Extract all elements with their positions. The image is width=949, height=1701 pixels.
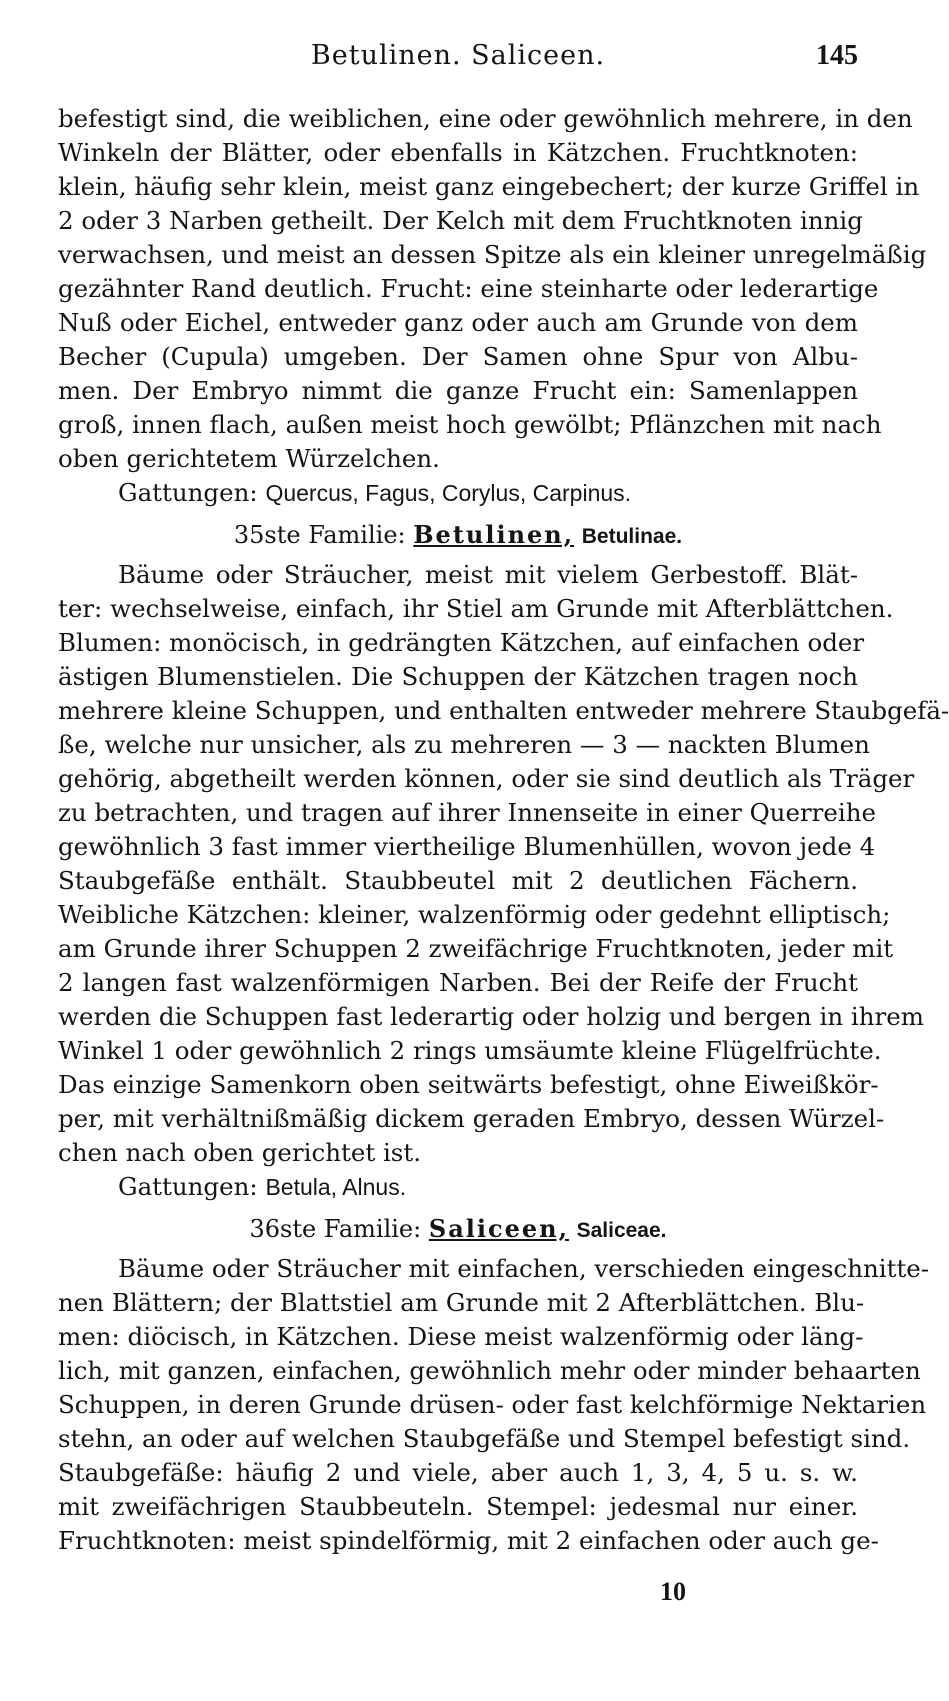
text-line: gewöhnlich 3 fast immer viertheilige Blumenhüllen, wovon jede 4 xyxy=(58,832,876,861)
running-title: Betulinen. Saliceen. xyxy=(310,40,606,71)
text-line: gehörig, abgetheilt werden können, oder sie sind deutlich als Träger xyxy=(58,764,915,793)
text-line: Blumen: monöcisch, in gedrängten Kätzchen, auf einfachen oder xyxy=(58,628,865,657)
text-line: Staubgefäße enthält. Staubbeutel mit 2 deutlichen Fächern. xyxy=(58,866,858,895)
text-line: Bäume oder Sträucher mit einfachen, verschieden eingeschnitte- xyxy=(118,1254,930,1283)
text-line: ße, welche nur unsicher, als zu mehreren — 3 — nackten Blumen xyxy=(58,730,870,759)
text-line: 2 oder 3 Narben getheilt. Der Kelch mit dem Fruchtknoten innig xyxy=(58,206,863,235)
text-line: Schuppen, in deren Grunde drüsen- oder fast kelchförmige Nektarien xyxy=(58,1390,927,1419)
text-line: Weibliche Kätzchen: kleiner, walzenförmig oder gedehnt elliptisch; xyxy=(58,900,891,929)
text-line: werden die Schuppen fast lederartig oder holzig und bergen in ihrem xyxy=(58,1002,924,1031)
genera-label: Gattungen: xyxy=(118,478,258,507)
paragraph-betulinen xyxy=(58,558,949,1170)
signature-mark: 10 xyxy=(660,1577,686,1606)
text-line: befestigt sind, die weiblichen, eine oder gewöhnlich mehrere, in den xyxy=(58,104,913,133)
text-line: klein, häufig sehr klein, meist ganz eingebechert; der kurze Griffel in xyxy=(58,172,920,201)
text-line: Fruchtknoten: meist spindelförmig, mit 2 einfachen oder auch ge- xyxy=(58,1526,879,1555)
family-number: 35ste Familie: xyxy=(233,521,406,549)
paragraph-saliceen xyxy=(58,1252,930,1558)
text-line: Nuß oder Eichel, entweder ganz oder auch am Grunde von dem xyxy=(58,308,858,337)
text-line: mehrere kleine Schuppen, und enthalten entweder mehrere Staubgefä- xyxy=(58,696,949,725)
genera-line xyxy=(58,1170,858,1204)
text-line: verwachsen, und meist an dessen Spitze als ein kleiner unregelmäßig xyxy=(58,240,927,269)
text-line: men: diöcisch, in Kätzchen. Diese meist walzenförmig oder läng- xyxy=(58,1322,864,1351)
text-line: lich, mit ganzen, einfachen, gewöhnlich mehr oder minder behaarten xyxy=(58,1356,921,1385)
family-name-german: Saliceen, xyxy=(428,1214,569,1243)
text-line: per, mit verhältnißmäßig dickem geraden Embryo, dessen Würzel- xyxy=(58,1104,885,1133)
text-line: stehn, an oder auf welchen Staubgefäße und Stempel befestigt sind. xyxy=(58,1424,911,1453)
family-name-latin: Betulinae. xyxy=(581,525,683,548)
text-line: gezähnter Rand deutlich. Frucht: eine steinharte oder lederartige xyxy=(58,274,879,303)
family-heading xyxy=(58,516,858,554)
text-line: Winkel 1 oder gewöhnlich 2 rings umsäumte kleine Flügelfrüchte. xyxy=(58,1036,882,1065)
text-line: Becher (Cupula) umgeben. Der Samen ohne Spur von Albu- xyxy=(58,342,858,371)
text-line: oben gerichtetem Würzelchen. xyxy=(58,444,440,473)
page-header xyxy=(58,40,858,84)
page-body xyxy=(58,102,949,1558)
text-line: ter: wechselweise, einfach, ihr Stiel am Grunde mit Afterblättchen. xyxy=(58,594,894,623)
text-line: Das einzige Samenkorn oben seitwärts befestigt, ohne Eiweißkör- xyxy=(58,1070,879,1099)
text-line: chen nach oben gerichtet ist. xyxy=(58,1138,421,1167)
text-line: 2 langen fast walzenförmigen Narben. Bei der Reife der Frucht xyxy=(58,968,858,997)
genera-line xyxy=(58,476,858,510)
genera-names: Betula, Alnus. xyxy=(265,1174,407,1200)
text-line: groß, innen flach, außen meist hoch gewölbt; Pflänzchen mit nach xyxy=(58,410,882,439)
text-line: mit zweifächrigen Staubbeuteln. Stempel: jedesmal nur einer. xyxy=(58,1492,858,1521)
text-line: am Grunde ihrer Schuppen 2 zweifächrige Fruchtknoten, jeder mit xyxy=(58,934,894,963)
family-number: 36ste Familie: xyxy=(249,1215,422,1243)
text-line: zu betrachten, und tragen auf ihrer Innenseite in einer Querreihe xyxy=(58,798,876,827)
genera-names: Quercus, Fagus, Corylus, Carpinus. xyxy=(265,480,632,506)
text-line: Staubgefäße: häufig 2 und viele, aber auch 1, 3, 4, 5 u. s. w. xyxy=(58,1458,858,1487)
text-line: nen Blättern; der Blattstiel am Grunde mit 2 Afterblättchen. Blu- xyxy=(58,1288,865,1317)
genera-label: Gattungen: xyxy=(118,1172,258,1201)
page-number: 145 xyxy=(816,40,858,71)
family-name-latin: Saliceae. xyxy=(576,1219,667,1242)
text-line: Winkeln der Blätter, oder ebenfalls in Kätzchen. Fruchtknoten: xyxy=(58,138,858,167)
paragraph-continued xyxy=(58,102,927,476)
text-line: Bäume oder Sträucher, meist mit vielem Gerbestoff. Blät- xyxy=(118,560,858,589)
text-line: ästigen Blumenstielen. Die Schuppen der Kätzchen tragen noch xyxy=(58,662,858,691)
family-name-german: Betulinen, xyxy=(413,520,575,549)
text-line: men. Der Embryo nimmt die ganze Frucht ein: Samenlappen xyxy=(58,376,858,405)
family-heading xyxy=(58,1210,858,1248)
